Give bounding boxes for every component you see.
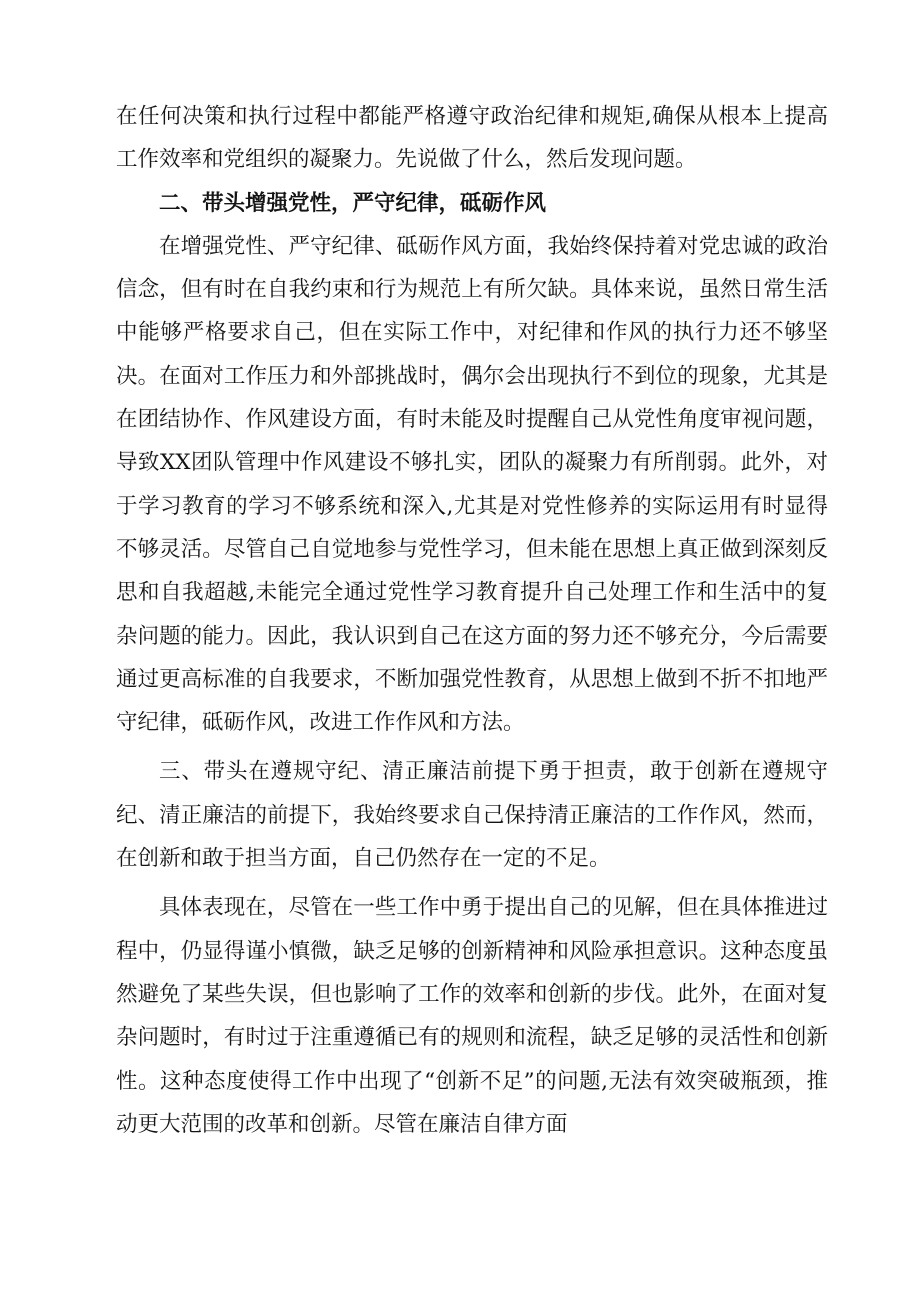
paragraph-section-3-body: 具体表现在，尽管在一些工作中勇于提出自己的见解，但在具体推进过程中，仍显得谨小慎微，缺乏足够的创新精神和风险承担意识。这种态度虽然避免了某些失误，但也影响了工作的效率和创新的步伐。此外，在面对复杂问题时，有时过于注重遵循已有的规则和流程，缺乏足够的灵活性和创新性。这种态度使得工作中出现了“创新不足”的问题,无法有效突破瓶颈，推动更大范围的改革和创新。尽管在廉洁自律方面 (116, 895, 828, 1137)
paragraph-section-3-heading: 三、带头在遵规守纪、清正廉洁前提下勇于担责，敢于创新在遵规守纪、清正廉洁的前提下，我始终要求自己保持清正廉洁的工作作风，然而，在创新和敢于担当方面，自己仍然存在一定的不足。 (116, 759, 828, 872)
paragraph-continuation: 在任何决策和执行过程中都能严格遵守政治纪律和规矩,确保从根本上提高工作效率和党组织的凝聚力。先说做了什么，然后发现问题。 (116, 104, 828, 173)
section-heading-2: 二、带头增强党性，严守纪律，砥砺作风 (159, 190, 547, 216)
paragraph-section-2: 在增强党性、严守纪律、砥砺作风方面，我始终保持着对党忠诚的政治信念，但有时在自我约束和行为规范上有所欠缺。具体来说，虽然日常生活中能够严格要求自己，但在实际工作中，对纪律和作风的执行力还不够坚决。在面对工作压力和外部挑战时，偶尔会出现执行不到位的现象，尤其是在团结协作、作风建设方面，有时未能及时提醒自己从党性角度审视问题，导致XX团队管理中作风建设不够扎实，团队的凝聚力有所削弱。此外，对于学习教育的学习不够系统和深入,尤其是对党性修养的实际运用有时显得不够灵活。尽管自己自觉地参与党性学习，但未能在思想上真正做到深刻反思和自我超越,未能完全通过党性学习教育提升自己处理工作和生活中的复杂问题的能力。因此，我认识到自己在这方面的努力还不够充分，今后需要通过更高标准的自我要求，不断加强党性教育，从思想上做到不折不扣地严守纪律，砥砺作风，改进工作作风和方法。 (116, 233, 828, 736)
document-body (116, 95, 828, 1146)
